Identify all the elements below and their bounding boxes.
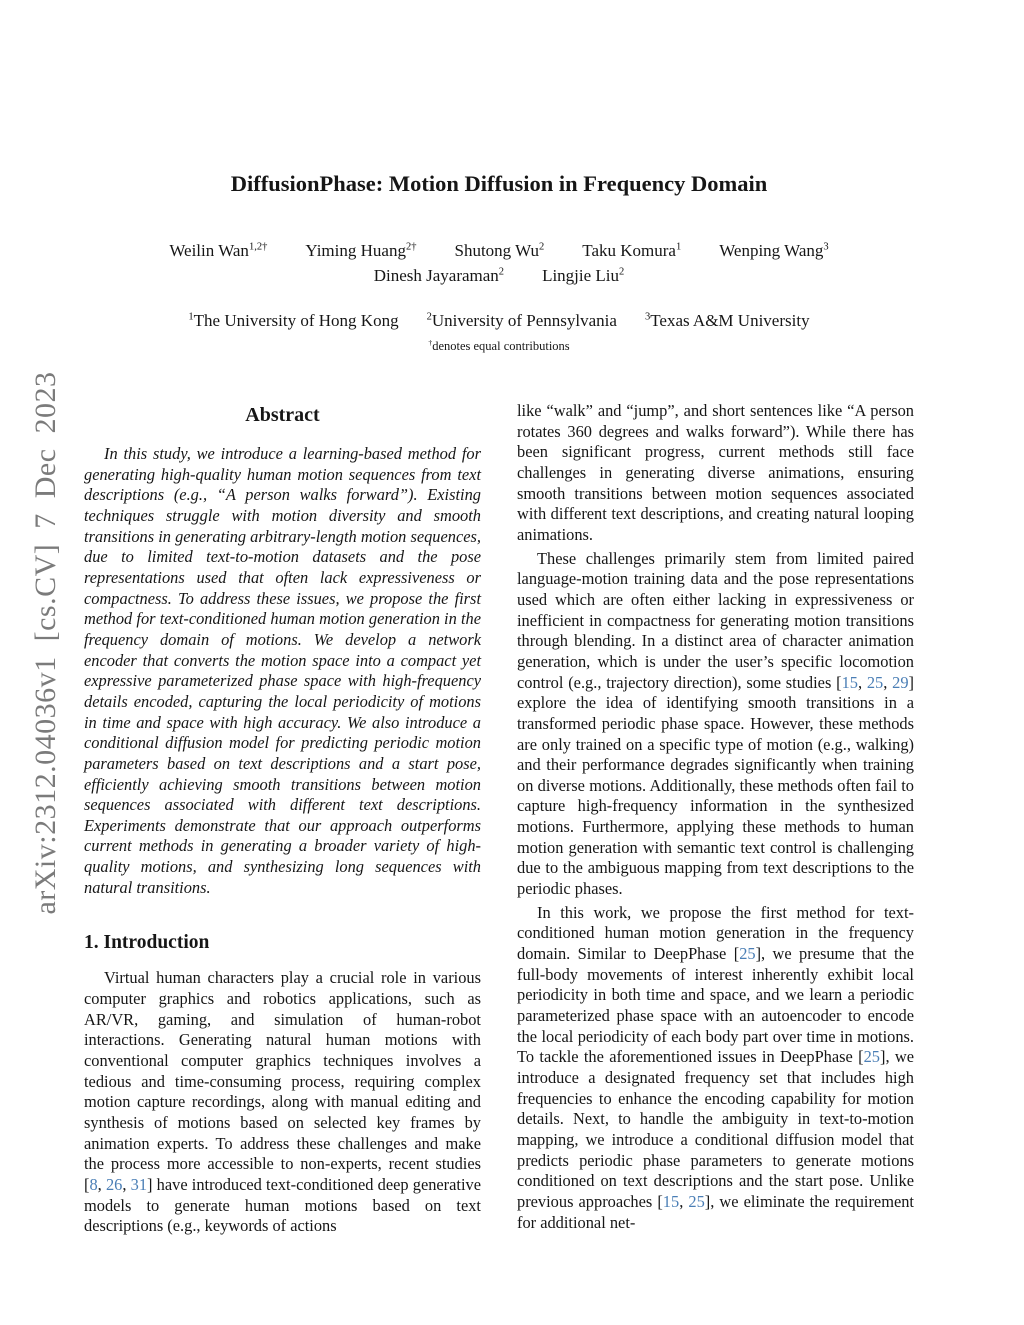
citation-link[interactable]: 15 xyxy=(841,672,858,692)
authors-row-2 xyxy=(84,266,914,286)
author-name xyxy=(374,266,504,286)
text-segment: denotes equal contributions xyxy=(432,339,570,353)
superscript: 1 xyxy=(188,311,194,323)
text-segment: Yiming Huang xyxy=(305,241,406,260)
abstract-text: In this study, we introduce a learning-based method for generating high-quality human motion sequences from text descriptions (e.g., “A person walks forward”). Existing techniques struggle with motion diversity and smooth transitions in generating arbitrary-length motion sequences, due to limited text-to-motion datasets and the pose representations used that often lack expressiveness or compactness. To address these issues, we propose the first method for text-conditioned human motion generation in the frequency domain of motions. We develop a network encoder that converts the motion space into a compact yet expressive parameterized phase space with high-frequency details encoded, capturing the local periodicity of motions in time and space with high accuracy. We also introduce a conditional diffusion model for predicting periodic motion parameters based on text descriptions and a start pose, efficiently achieving smooth transitions between motion sequences associated with different text descriptions. Experiments demonstrate that our approach outperforms current methods in generating a broader variety of high-quality motions, and synthesizing long sequences with natural transitions. xyxy=(84,444,481,897)
text-segment: Texas A&M University xyxy=(650,311,810,330)
text-segment: Wenping Wang xyxy=(719,241,824,260)
affiliation xyxy=(645,311,810,331)
text-segment: ] have introduced text-conditioned deep generative models to generate human motions based on text descriptions (e.g., keywords of actions xyxy=(84,1175,481,1236)
paragraph-continuation xyxy=(517,401,914,546)
text-segment: ], we presume that the full-body movements of interest inherently exhibit local periodicity in both time and space, and we learn a periodic parameterized phase space with an autoencoder to encode the local periodicity of each body part over time in motions. To tackle the aforementioned issues in DeepPhase [ xyxy=(517,944,914,1067)
text-segment: Taku Komura xyxy=(582,241,676,260)
citation-link[interactable]: 8 xyxy=(89,1175,98,1194)
text-segment: These challenges primarily stem from limited paired language-motion training data and the pose representations used which are often either lacking in expressiveness or inefficient in compactness for generating motion transitions through blending. In a distinct area of character animation generation, which is under the user’s specific locomotion control (e.g., trajectory direction), some studies [ xyxy=(517,548,914,692)
arxiv-watermark: arXiv:2312.04036v1 [cs.CV] 7 Dec 2023 xyxy=(29,371,62,915)
author-name xyxy=(719,241,828,261)
paragraph xyxy=(517,549,914,900)
text-segment: , xyxy=(122,1175,131,1194)
text-segment: , xyxy=(97,1175,106,1194)
superscript: 1 xyxy=(675,241,682,253)
citation-link[interactable]: 31 xyxy=(130,1175,148,1194)
author-name xyxy=(169,241,267,261)
two-column-body xyxy=(84,401,914,1237)
equal-contribution-footnote xyxy=(84,339,914,354)
text-segment: like “walk” and “jump”, and short sentences like “A person rotates 360 degrees and walks forward”). While there has been significant progress, current methods still face challenges in generating diverse animations, ensuring smooth transitions between motion sequences associated with different text descriptions, and creating natural looping animations. xyxy=(517,401,914,544)
text-segment: , xyxy=(857,672,867,692)
text-segment: , xyxy=(883,672,893,692)
introduction-paragraph xyxy=(84,968,481,1237)
citation-link[interactable]: 25 xyxy=(866,672,884,692)
left-column xyxy=(84,401,481,1237)
citation-link[interactable]: 25 xyxy=(688,1191,705,1211)
superscript: 3 xyxy=(644,311,651,323)
citation-link[interactable]: 29 xyxy=(892,672,909,692)
text-segment: ], we introduce a designated frequency set that includes high frequencies to enhance the encoding capability for motion details. Next, to handle the ambiguity in text-to-motion mapping, we introduce a conditional diffusion model that predicts periodic phase parameters to generate motions conditioned on text descriptions and the start pose. Unlike previous approaches [ xyxy=(517,1047,915,1211)
author-name xyxy=(305,241,416,261)
author-name xyxy=(542,266,624,286)
text-segment: Virtual human characters play a crucial role in various computer graphics and robotics applications, such as AR/VR, gaming, and simulation of human-robot interactions. Generating natural human motions with conventional computer graphics techniques involves a tedious and time-consuming process, requiring complex motion capture recordings, along with manual editing and synthesis of motions based on selected key frames by animation experts. To address these challenges and make the process more accessible to non-experts, recent studies [ xyxy=(84,968,481,1194)
superscript: 2 xyxy=(619,266,625,278)
citation-link[interactable]: 15 xyxy=(662,1191,680,1211)
superscript: † xyxy=(428,337,433,347)
right-column xyxy=(517,401,914,1237)
text-segment: University of Pennsylvania xyxy=(431,311,617,330)
author-name xyxy=(455,241,545,261)
citation-link[interactable]: 26 xyxy=(105,1175,123,1194)
superscript: 2 xyxy=(426,311,432,323)
paragraph xyxy=(517,903,914,1234)
superscript: 2 xyxy=(498,266,505,278)
authors-row-1 xyxy=(84,241,914,261)
superscript: 3 xyxy=(823,241,829,253)
text-segment: The University of Hong Kong xyxy=(193,311,399,330)
author-name xyxy=(582,241,681,261)
text-segment: ], we eliminate the requirement for additional net- xyxy=(517,1191,914,1232)
abstract-heading: Abstract xyxy=(245,404,320,426)
text-segment: Dinesh Jayaraman xyxy=(373,266,499,285)
text-segment: Weilin Wan xyxy=(169,241,249,260)
text-segment: Shutong Wu xyxy=(454,241,539,260)
text-segment: Lingjie Liu xyxy=(542,266,620,285)
superscript: 1,2† xyxy=(248,241,268,253)
superscript: 2 xyxy=(539,241,545,253)
citation-link[interactable]: 25 xyxy=(863,1047,880,1067)
text-segment: , xyxy=(679,1191,689,1211)
affiliation xyxy=(427,311,617,331)
introduction-heading: 1. Introduction xyxy=(84,932,210,954)
affiliations-row xyxy=(84,311,914,331)
citation-link[interactable]: 25 xyxy=(739,944,756,964)
text-segment: ] explore the idea of identifying smooth transitions in a transformed periodic phase space. However, these methods are only trained on a specific type of motion (e.g., walking) and their performance degrades significantly when training on diverse motions. Additionally, these methods often fail to capture high-frequency information in the synthesized motions. Furthermore, applying these methods to human motion generation with semantic text control is challenging due to the ambiguous mapping from text descriptions to the periodic phases. xyxy=(517,672,914,899)
text-segment: In this work, we propose the first method for text-conditioned human motion generation in the frequency domain. Similar to DeepPhase [ xyxy=(517,902,914,964)
paper-title: DiffusionPhase: Motion Diffusion in Frequency Domain xyxy=(230,171,768,196)
affiliation xyxy=(188,311,398,331)
superscript: 2† xyxy=(405,241,417,253)
